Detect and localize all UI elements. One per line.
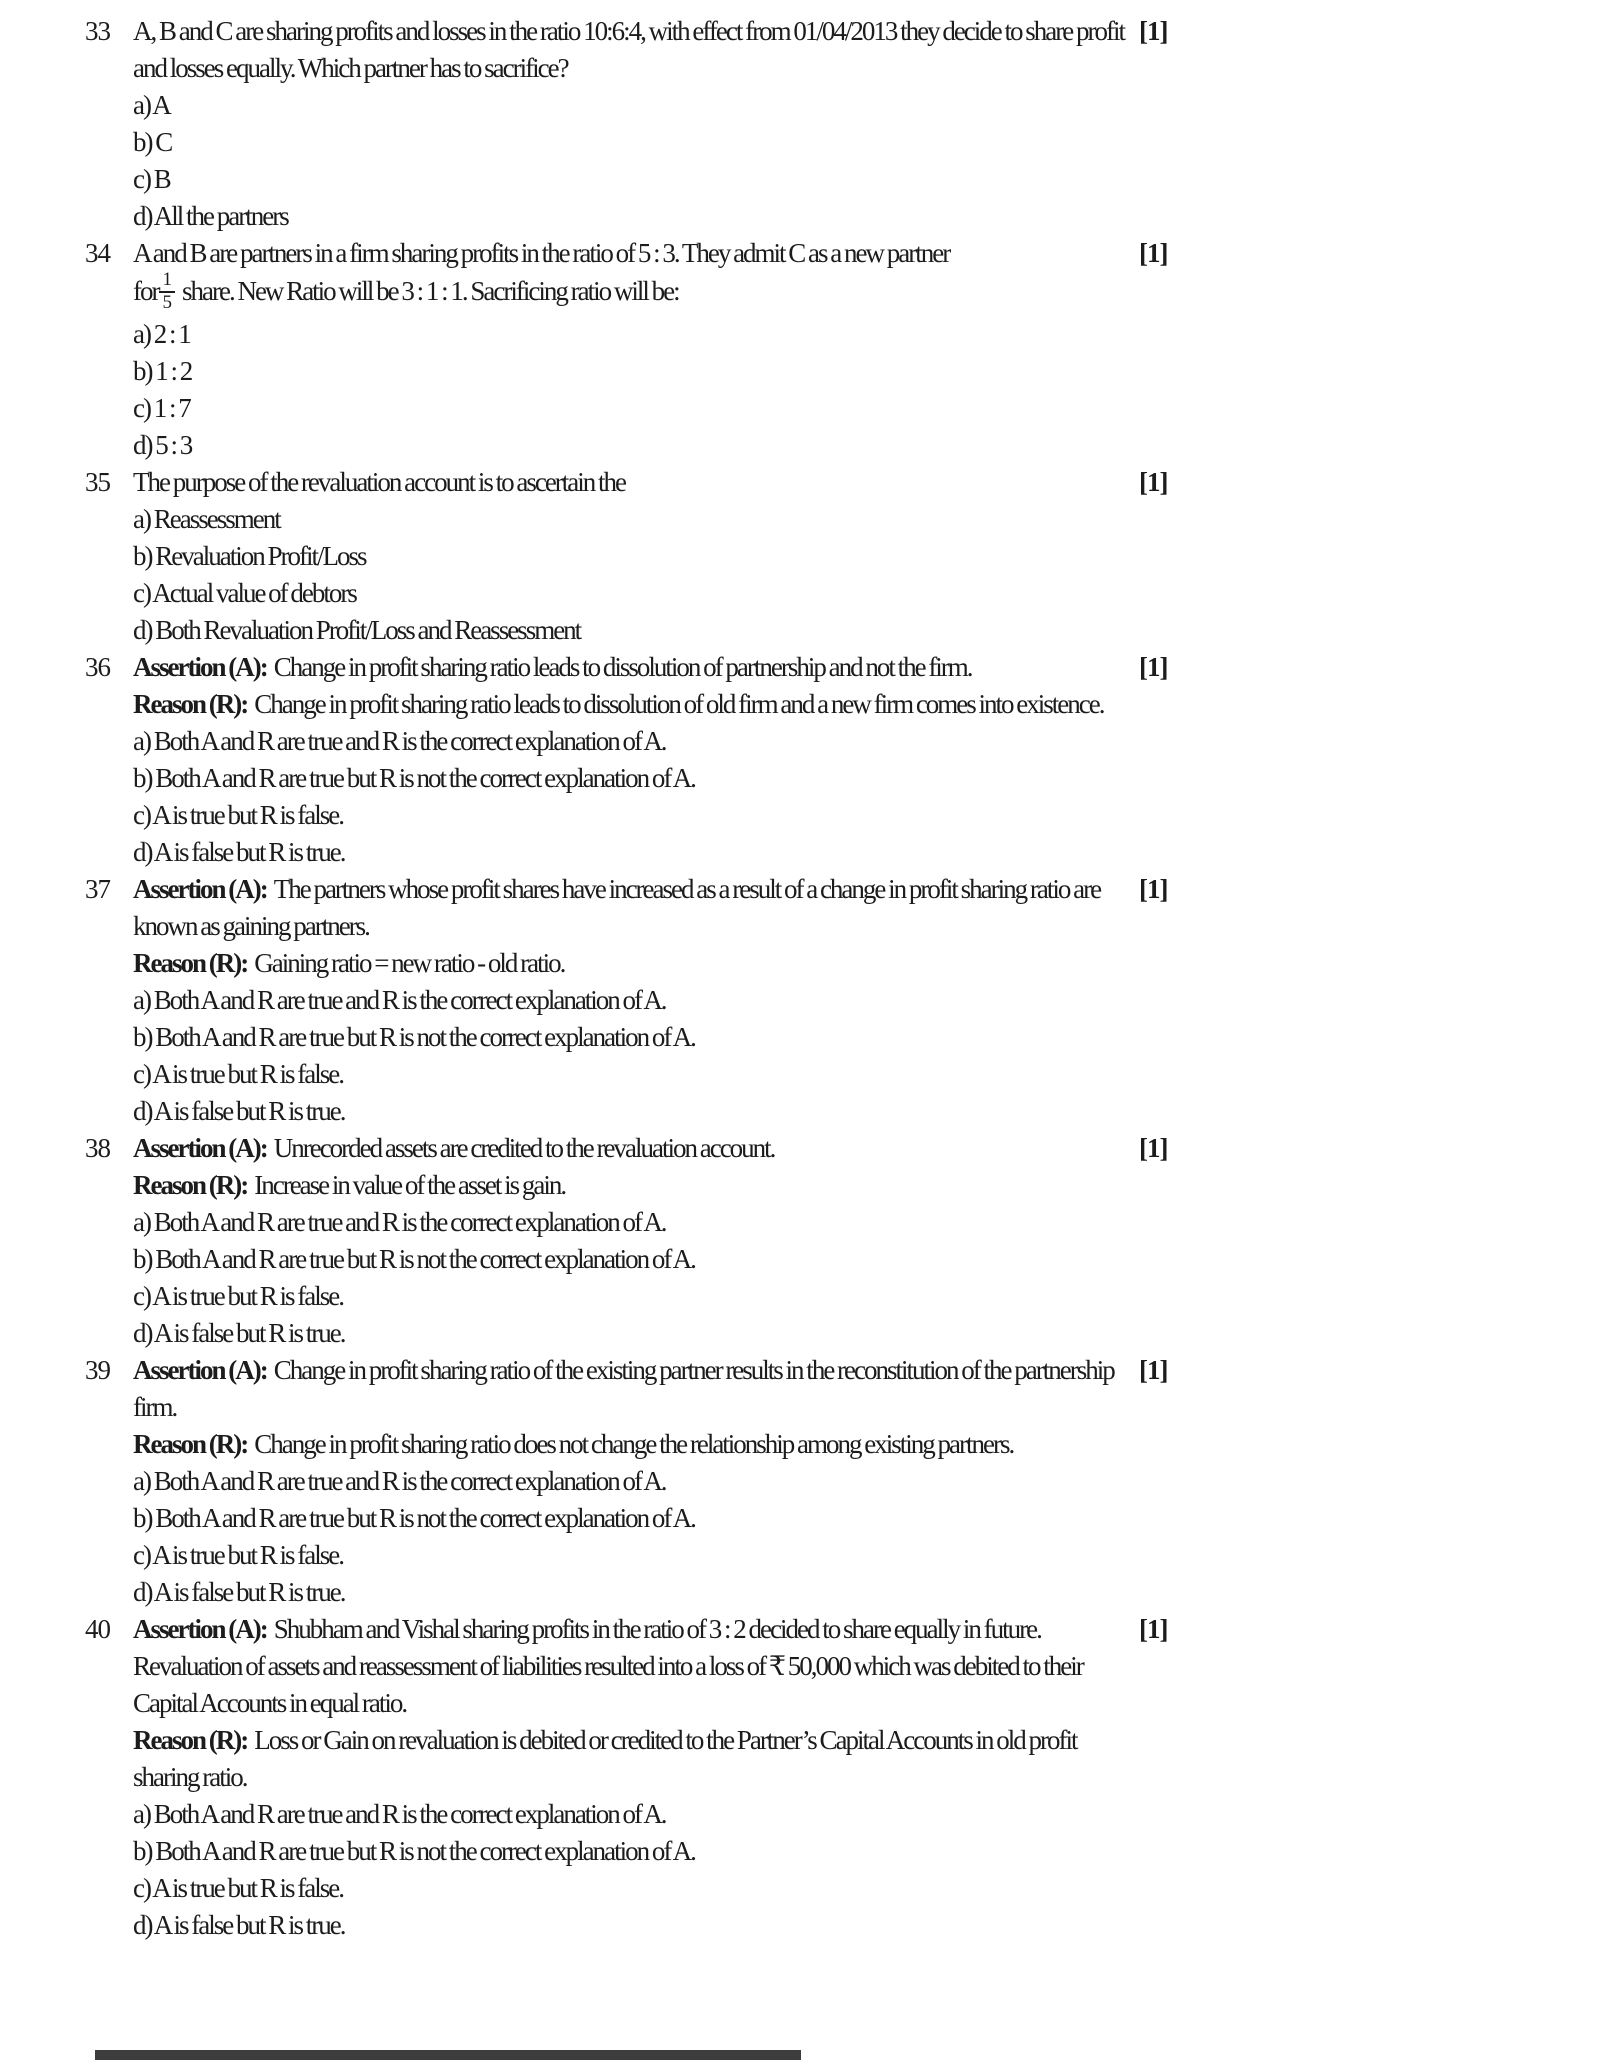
option-a: a) Reassessment [133, 503, 280, 534]
marks-badge: [1] [1139, 466, 1168, 497]
option-d: d) 5 : 3 [133, 429, 192, 460]
question-text: The purpose of the revaluation account is to ascertain the [133, 466, 626, 497]
question-39 [0, 1352, 1600, 1611]
assertion-line [133, 649, 1133, 686]
question-number: 40 [85, 1613, 110, 1644]
option-c: c) A is true but R is false. [133, 1872, 343, 1903]
marks-badge: [1] [1139, 873, 1168, 904]
question-body [133, 871, 1133, 1130]
reason-text: Loss or Gain on revaluation is debited or credited to the Partner’s Capital Accounts in old profit sharing ratio. [133, 1724, 1077, 1792]
assertion-prefix: Assertion (A): [133, 873, 267, 904]
question-number: 33 [85, 16, 110, 46]
marks-badge: [1] [1139, 238, 1168, 268]
reason-text: Change in profit sharing ratio leads to dissolution of old firm and a new firm comes into existence. [254, 688, 1104, 719]
reason-prefix: Reason (R): [133, 1428, 248, 1459]
question-36 [0, 649, 1600, 871]
assertion-text: Change in profit sharing ratio of the existing partner results in the reconstitution of the partnership firm. [133, 1354, 1114, 1422]
option-b: b) Both A and R are true but R is not the correct explanation of A. [133, 1021, 695, 1052]
option-c: c) 1 : 7 [133, 392, 190, 423]
option-b: b) Both A and R are true but R is not the correct explanation of A. [133, 1835, 695, 1866]
question-40 [0, 1611, 1600, 1944]
option-a: a) Both A and R are true and R is the correct explanation of A. [133, 1206, 666, 1237]
reason-text: Increase in value of the asset is gain. [254, 1169, 566, 1200]
fraction-pre-text: for [133, 276, 159, 307]
option-d: d) Both Revaluation Profit/Loss and Reassessment [133, 614, 581, 645]
option-c: c) A is true but R is false. [133, 1539, 343, 1570]
option-b: b) Both A and R are true but R is not the correct explanation of A. [133, 1243, 695, 1274]
reason-prefix: Reason (R): [133, 1724, 248, 1755]
option-a: a) Both A and R are true and R is the correct explanation of A. [133, 984, 666, 1015]
fraction-denominator: 5 [159, 291, 175, 314]
option-d: d) A is false but R is true. [133, 1317, 345, 1348]
assertion-text: Shubham and Vishal sharing profits in the ratio of 3 : 2 decided to share equally in future. Revaluation of assets and reassessment of liabilities resulted into a loss of ₹ 50,000 which was debited to their Capital Accounts in equal ratio. [133, 1613, 1083, 1718]
option-b: b) 1 : 2 [133, 355, 192, 386]
question-text: A, B and C are sharing profits and losses in the ratio 10:6:4, with effect from 01/04/2013 they decide to share profit and losses equally. Which partner has to sacrifice? [133, 16, 1124, 83]
fraction-one-fifth [159, 270, 175, 314]
question-number: 38 [85, 1132, 110, 1163]
option-b: b) Both A and R are true but R is not the correct explanation of A. [133, 762, 695, 793]
option-d: d) A is false but R is true. [133, 1909, 345, 1940]
question-33 [0, 13, 1600, 235]
option-b: b) Both A and R are true but R is not the correct explanation of A. [133, 1502, 695, 1533]
assertion-text: Unrecorded assets are credited to the revaluation account. [273, 1132, 775, 1163]
option-c: c) A is true but R is false. [133, 1058, 343, 1089]
question-37 [0, 871, 1600, 1130]
marks-badge: [1] [1139, 1354, 1168, 1385]
scan-edge-artifact [95, 2050, 801, 2060]
option-d: d) A is false but R is true. [133, 1095, 345, 1126]
reason-prefix: Reason (R): [133, 1169, 248, 1200]
option-a: a) A [133, 90, 170, 120]
option-b: b) C [133, 127, 172, 157]
assertion-text: The partners whose profit shares have increased as a result of a change in profit sharing ratio are known as gaining partners. [133, 873, 1101, 941]
marks-badge: [1] [1139, 1132, 1168, 1163]
assertion-line [133, 1352, 1133, 1426]
question-body [133, 1352, 1133, 1611]
reason-line [133, 1426, 1133, 1463]
question-number: 39 [85, 1354, 110, 1385]
option-a: a) Both A and R are true and R is the correct explanation of A. [133, 725, 666, 756]
fraction-numerator: 1 [162, 269, 172, 290]
assertion-prefix: Assertion (A): [133, 1613, 267, 1644]
marks-badge: [1] [1139, 651, 1168, 682]
reason-prefix: Reason (R): [133, 947, 248, 978]
reason-line [133, 1722, 1133, 1796]
option-a: a) 2 : 1 [133, 318, 190, 349]
option-d: d) A is false but R is true. [133, 1576, 345, 1607]
option-d: d) A is false but R is true. [133, 836, 345, 867]
question-body [133, 1611, 1133, 1944]
option-c: c) B [133, 164, 170, 194]
assertion-prefix: Assertion (A): [133, 1132, 267, 1163]
question-35 [0, 464, 1600, 649]
option-c: c) Actual value of debtors [133, 577, 356, 608]
question-body [133, 235, 1133, 464]
fraction-post-text: share. New Ratio will be 3 : 1 : 1. Sacrificing ratio will be: [181, 276, 679, 307]
marks-badge: [1] [1139, 16, 1168, 46]
question-number: 34 [85, 238, 110, 268]
question-body [133, 464, 1133, 649]
question-number: 37 [85, 873, 110, 904]
question-body [133, 649, 1133, 871]
question-34 [0, 235, 1600, 464]
question-body [133, 1130, 1133, 1352]
assertion-prefix: Assertion (A): [133, 1354, 267, 1385]
assertion-line [133, 871, 1133, 945]
reason-text: Change in profit sharing ratio does not change the relationship among existing partners. [254, 1428, 1014, 1459]
marks-badge: [1] [1139, 1613, 1168, 1644]
question-number: 35 [85, 466, 110, 497]
reason-line [133, 686, 1133, 723]
option-c: c) A is true but R is false. [133, 799, 343, 830]
assertion-prefix: Assertion (A): [133, 651, 267, 682]
reason-line [133, 1167, 1133, 1204]
reason-text: Gaining ratio = new ratio - old ratio. [254, 947, 565, 978]
question-38 [0, 1130, 1600, 1352]
reason-prefix: Reason (R): [133, 688, 248, 719]
assertion-text: Change in profit sharing ratio leads to dissolution of partnership and not the firm. [273, 651, 972, 682]
question-body [133, 13, 1133, 235]
option-b: b) Revaluation Profit/Loss [133, 540, 366, 571]
question-number: 36 [85, 651, 110, 682]
option-a: a) Both A and R are true and R is the correct explanation of A. [133, 1465, 666, 1496]
option-d: d) All the partners [133, 201, 288, 231]
assertion-line [133, 1611, 1133, 1722]
question-text-fraction-line [133, 269, 1133, 316]
option-c: c) A is true but R is false. [133, 1280, 343, 1311]
assertion-line [133, 1130, 1133, 1167]
option-a: a) Both A and R are true and R is the correct explanation of A. [133, 1798, 666, 1829]
reason-line [133, 945, 1133, 982]
question-text: A and B are partners in a firm sharing profits in the ratio of 5 : 3. They admit C as a new partner [133, 238, 950, 268]
